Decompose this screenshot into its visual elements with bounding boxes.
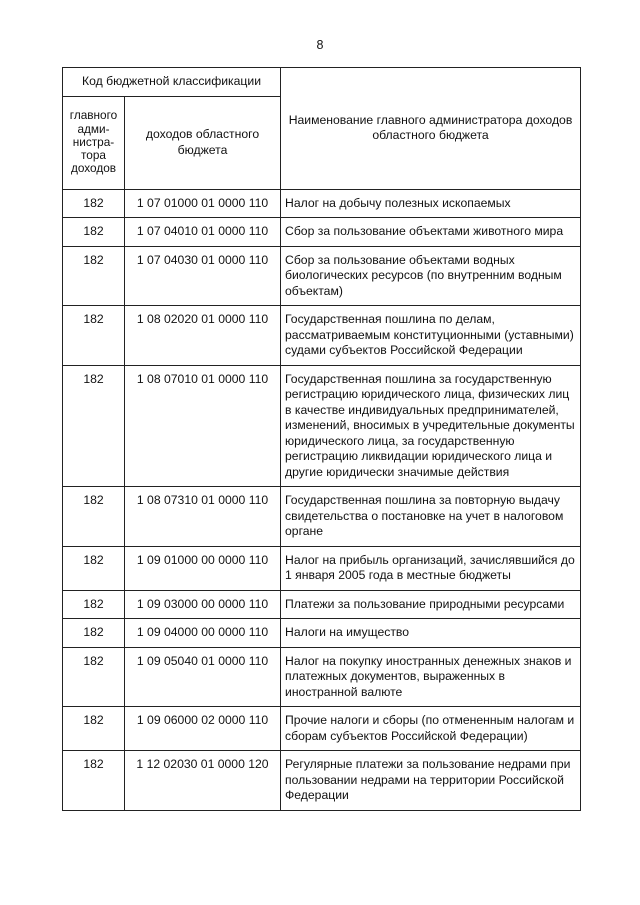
administrator-code-cell: 182 (63, 306, 125, 366)
revenue-name-cell: Налог на добычу полезных ископаемых (281, 189, 581, 218)
budget-code-cell: 1 07 01000 01 0000 110 (125, 189, 281, 218)
table-row (63, 189, 581, 218)
revenue-name-cell: Регулярные платежи за пользование недрами при пользовании недрами на территории Российской Федерации (281, 751, 581, 811)
administrator-code-cell: 182 (63, 590, 125, 619)
revenue-name-cell: Налоги на имущество (281, 619, 581, 648)
table-row (63, 365, 581, 487)
administrator-code-cell: 182 (63, 751, 125, 811)
revenue-name-cell: Государственная пошлина по делам, рассматриваемым конституционными (уставными) судами субъектов Российской Федерации (281, 306, 581, 366)
table-row (63, 619, 581, 648)
budget-code-cell: 1 12 02030 01 0000 120 (125, 751, 281, 811)
table-row (63, 751, 581, 811)
table-row (63, 707, 581, 751)
revenue-name-cell: Налог на покупку иностранных денежных знаков и платежных документов, выраженных в иностранной валюте (281, 647, 581, 707)
administrator-code-cell: 182 (63, 218, 125, 247)
budget-code-cell: 1 09 06000 02 0000 110 (125, 707, 281, 751)
table-row (63, 546, 581, 590)
budget-classification-table (62, 67, 581, 811)
revenue-name-cell: Прочие налоги и сборы (по отмененным налогам и сборам субъектов Российской Федерации) (281, 707, 581, 751)
administrator-code-cell: 182 (63, 189, 125, 218)
revenue-name-cell: Платежи за пользование природными ресурсами (281, 590, 581, 619)
budget-code-cell: 1 08 07310 01 0000 110 (125, 487, 281, 547)
page-number: 8 (316, 38, 324, 52)
table-row (63, 218, 581, 247)
table-row (63, 306, 581, 366)
budget-code-cell: 1 08 02020 01 0000 110 (125, 306, 281, 366)
revenue-name-cell: Государственная пошлина за повторную выдачу свидетельства о постановке на учет в налоговом органе (281, 487, 581, 547)
table-header-row-1 (63, 68, 581, 97)
header-budget-classification-code: Код бюджетной классификации (63, 68, 281, 97)
administrator-code-cell: 182 (63, 707, 125, 751)
budget-code-cell: 1 09 05040 01 0000 110 (125, 647, 281, 707)
administrator-code-cell: 182 (63, 619, 125, 648)
table-row (63, 647, 581, 707)
administrator-code-cell: 182 (63, 546, 125, 590)
administrator-code-cell: 182 (63, 365, 125, 487)
header-chief-administrator: главного адми-нистра-тора доходов (63, 96, 125, 189)
budget-code-cell: 1 09 01000 00 0000 110 (125, 546, 281, 590)
budget-code-cell: 1 08 07010 01 0000 110 (125, 365, 281, 487)
budget-code-cell: 1 07 04010 01 0000 110 (125, 218, 281, 247)
revenue-name-cell: Сбор за пользование объектами водных биологических ресурсов (по внутренним водным объектам) (281, 246, 581, 306)
budget-code-cell: 1 09 04000 00 0000 110 (125, 619, 281, 648)
budget-code-cell: 1 07 04030 01 0000 110 (125, 246, 281, 306)
header-regional-budget-revenue: доходов областного бюджета (125, 96, 281, 189)
table-row (63, 590, 581, 619)
table-row (63, 246, 581, 306)
revenue-name-cell: Государственная пошлина за государственную регистрацию юридического лица, физических лиц в качестве индивидуальных предпринимателей, изменений, вносимых в учредительные документы юридического лица, за государственную регистрацию ликвидации юридического лица и другие юридически значимые действия (281, 365, 581, 487)
table-row (63, 487, 581, 547)
revenue-name-cell: Сбор за пользование объектами животного мира (281, 218, 581, 247)
header-administrator-name: Наименование главного администратора доходов областного бюджета (281, 68, 581, 190)
administrator-code-cell: 182 (63, 647, 125, 707)
table-body (63, 189, 581, 810)
administrator-code-cell: 182 (63, 246, 125, 306)
revenue-name-cell: Налог на прибыль организаций, зачислявшийся до 1 января 2005 года в местные бюджеты (281, 546, 581, 590)
administrator-code-cell: 182 (63, 487, 125, 547)
budget-code-cell: 1 09 03000 00 0000 110 (125, 590, 281, 619)
